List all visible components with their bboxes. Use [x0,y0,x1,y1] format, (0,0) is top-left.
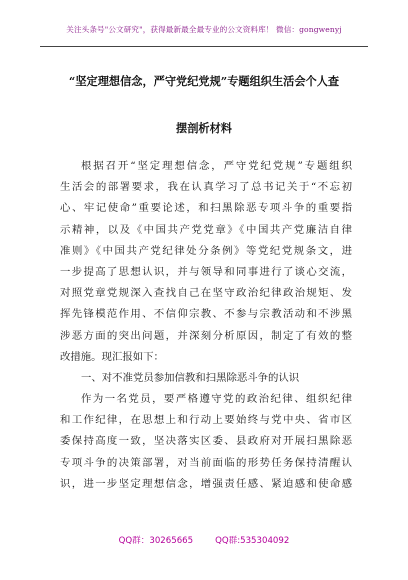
body-line: 识，进一步坚定理想信念，增强责任感、紧迫感和使命感 [60,477,352,490]
document-body [60,156,352,495]
header-divider [40,46,368,47]
body-line: 根据召开“坚定理想信念，严守党纪党规”专题组织 [81,160,352,172]
header-banner: 关注头条号"公文研究"，获得最新最全最专业的公文资料库！ 微信：gongwenyj [66,25,342,34]
body-line: 作为一名党员，要严格遵守党的政治纪律、组织纪律 [81,393,352,406]
body-line: 准则》《中国共产党纪律处分条例》等党纪党规条文，进 [60,244,352,257]
document-title-line-1: “坚定理想信念，严守党纪党规”专题组织生活会个人查 [68,74,340,88]
body-line: 委保持高度一致，坚决落实区委、县政府对开展扫黑除恶 [60,435,352,448]
body-line: 专项斗争的决策部署，对当前面临的形势任务保持清醒认 [60,456,352,469]
body-line: 对照党章党规深入查找自己在坚守政治纪律政治规矩、发 [60,287,352,300]
body-line: 心、牢记使命”重要论述，和扫黑除恶专项斗争的重要指 [60,202,352,215]
document-title-line-2: 摆剖析材料 [176,121,232,135]
footer-qq-group-2: QQ群:535304092 [215,536,290,546]
body-line: 涉恶方面的突出问题，并深刻分析原因，制定了有效的整 [60,329,352,342]
body-line: 一步提高了思想认识，并与领导和同事进行了谈心交流， [60,265,352,278]
footer-contact [0,534,408,546]
body-line: 改措施。现汇报如下： [60,350,164,363]
body-line: 和工作纪律，在思想上和行动上要始终与党中央、省市区 [60,414,352,427]
body-line: 示精神，以及《中国共产党党章》《中国共产党廉洁自律 [60,223,352,236]
body-line: 挥先锋模范作用、不信仰宗教、不参与宗教活动和不涉黑 [60,308,352,321]
body-line: 生活会的部署要求，我在认真学习了总书记关于“不忘初 [60,181,352,194]
section-heading: 一、对不准党员参加信教和扫黑除恶斗争的认识 [81,371,300,384]
footer-qq-group-1: QQ群：30265665 [118,536,194,546]
